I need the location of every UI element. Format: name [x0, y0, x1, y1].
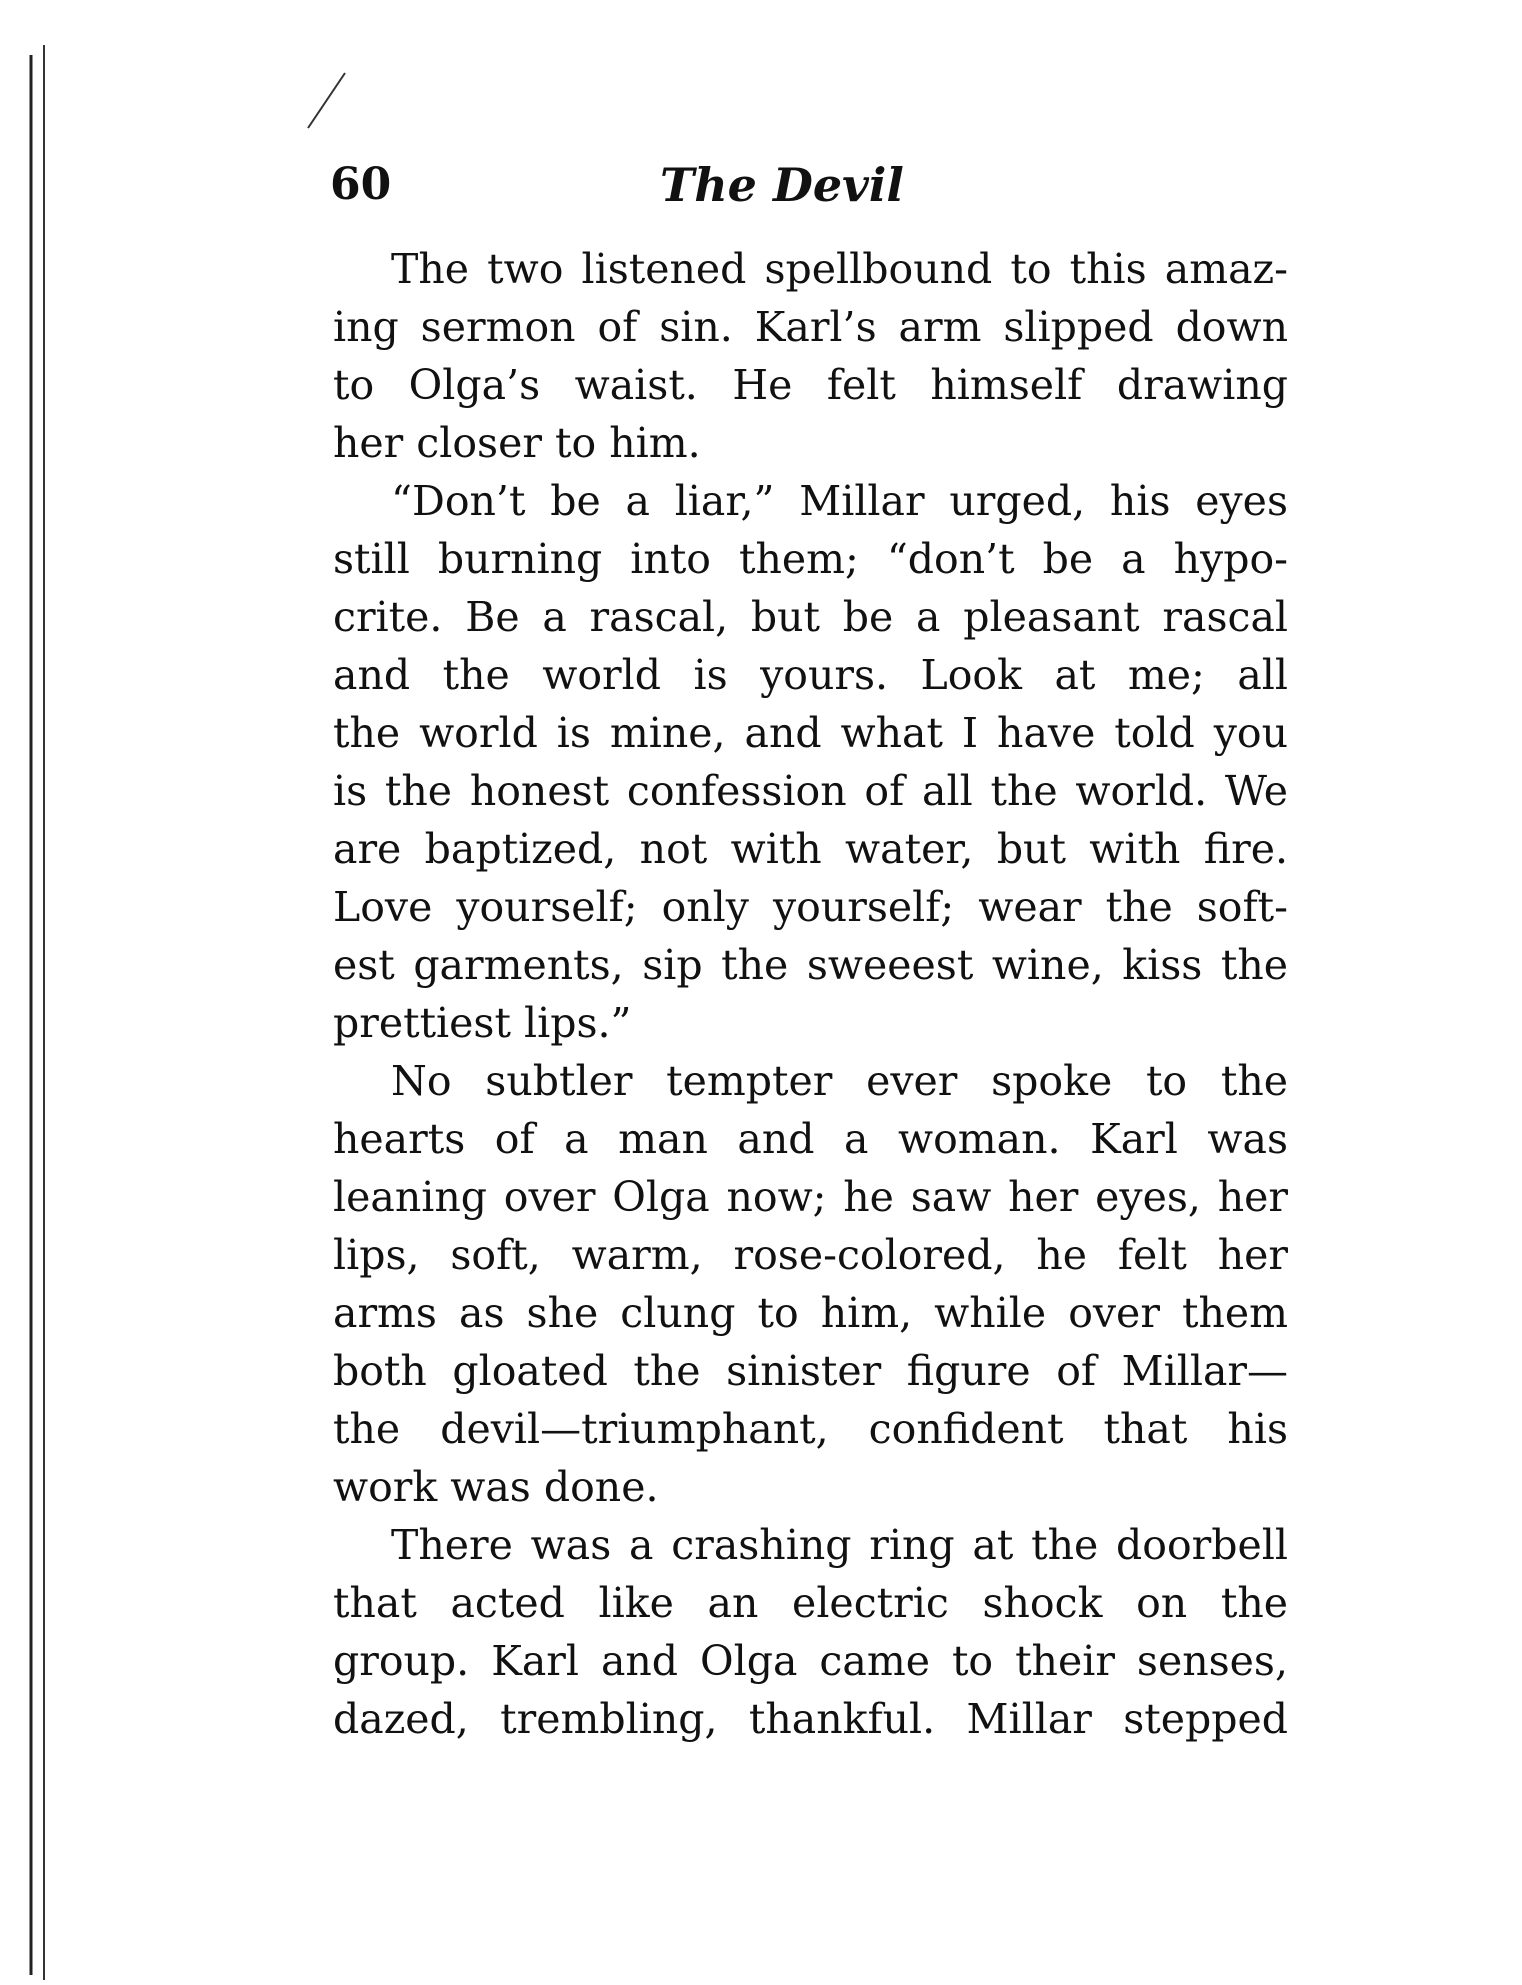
text-line: crite. Be a rascal, but be a pleasant rascal: [333, 593, 1288, 641]
pencil-mark: [308, 73, 345, 128]
running-title: The Devil: [660, 158, 904, 212]
text-line: work was done.: [333, 1463, 659, 1511]
text-line: to Olga’s waist. He felt himself drawing: [333, 361, 1288, 409]
page-header: [330, 155, 1290, 215]
body-text: [333, 240, 1288, 1748]
text-line: the world is mine, and what I have told you: [333, 709, 1288, 757]
text-line: still burning into them; “don’t be a hypo-: [333, 535, 1288, 583]
text-line: leaning over Olga now; he saw her eyes, her: [333, 1173, 1288, 1221]
text-line: Love yourself; only yourself; wear the soft-: [333, 883, 1288, 931]
text-line: arms as she clung to him, while over them: [333, 1289, 1288, 1337]
text-line: No subtler tempter ever spoke to the: [391, 1057, 1288, 1105]
text-line: and the world is yours. Look at me; all: [333, 651, 1288, 699]
text-line: “Don’t be a liar,” Millar urged, his eyes: [391, 477, 1288, 525]
text-line: her closer to him.: [333, 419, 701, 467]
text-line: There was a crashing ring at the doorbell: [391, 1521, 1288, 1569]
text-line: prettiest lips.”: [333, 999, 632, 1047]
text-line: group. Karl and Olga came to their senses,: [333, 1637, 1288, 1685]
text-line: hearts of a man and a woman. Karl was: [333, 1115, 1288, 1163]
text-line: est garments, sip the sweeest wine, kiss the: [333, 941, 1288, 989]
paragraph: [333, 1052, 1288, 1516]
page-number: 60: [330, 159, 392, 210]
paragraph: [333, 240, 1288, 472]
text-line: is the honest confession of all the world. We: [333, 767, 1288, 815]
paragraph: [333, 472, 1288, 1052]
text-line: The two listened spellbound to this amaz-: [391, 245, 1288, 293]
text-line: both gloated the sinister figure of Millar—: [333, 1347, 1288, 1395]
text-line: lips, soft, warm, rose-colored, he felt her: [333, 1231, 1288, 1279]
text-line: that acted like an electric shock on the: [333, 1579, 1288, 1627]
text-line: ing sermon of sin. Karl’s arm slipped down: [333, 303, 1288, 351]
text-line: dazed, trembling, thankful. Millar stepped: [333, 1695, 1288, 1743]
text-line: are baptized, not with water, but with fire.: [333, 825, 1288, 873]
paragraph: [333, 1516, 1288, 1748]
text-line: the devil—triumphant, confident that his: [333, 1405, 1288, 1453]
